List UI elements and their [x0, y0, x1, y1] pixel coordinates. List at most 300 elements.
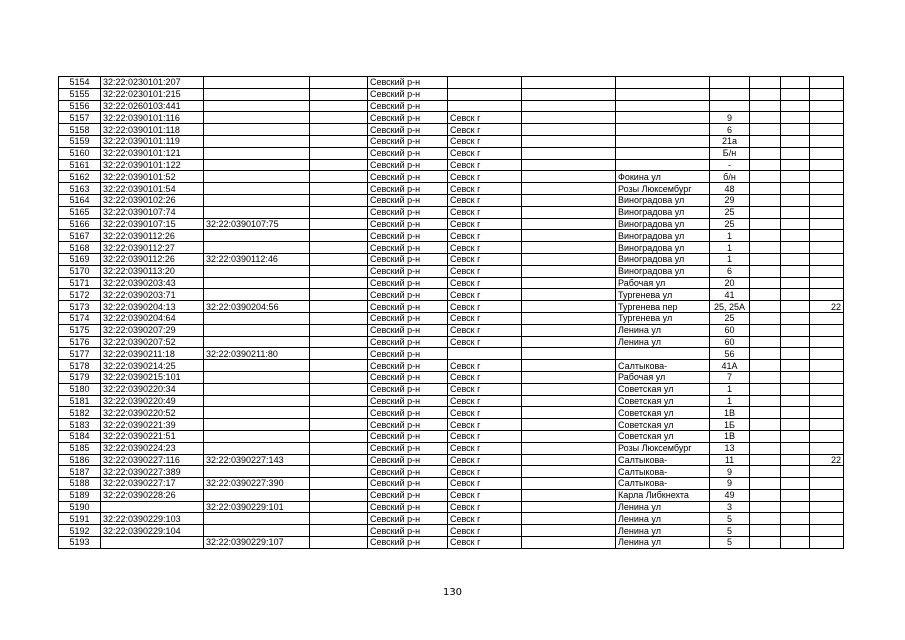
cell-house-number [710, 77, 750, 89]
cell-street [616, 88, 710, 100]
cell-blank-column-4 [781, 253, 810, 265]
cell-house-number: 6 [710, 265, 750, 277]
cell-district: Севский р-н [368, 360, 448, 372]
cell-locality: Севск г [448, 135, 522, 147]
cell-extra-value [810, 395, 844, 407]
cell-blank-column-4 [781, 301, 810, 313]
cell-blank-column-3 [750, 312, 781, 324]
cell-blank-column-3 [750, 135, 781, 147]
cell-blank-column [310, 100, 368, 112]
cell-blank-column-3 [750, 442, 781, 454]
cell-linked-cadastral-number [204, 324, 310, 336]
cell-locality: Севск г [448, 383, 522, 395]
cell-blank-column [310, 478, 368, 490]
cell-blank-column [310, 419, 368, 431]
cell-blank-column-4 [781, 537, 810, 549]
table-row [59, 147, 844, 159]
table-row [59, 88, 844, 100]
cell-blank-column [310, 407, 368, 419]
table-row [59, 277, 844, 289]
cell-blank-column [310, 253, 368, 265]
cell-cadastral-number: 32:22:0390227:389 [101, 466, 204, 478]
cell-linked-cadastral-number [204, 312, 310, 324]
cell-blank-column [310, 466, 368, 478]
cell-row-number: 5157 [59, 112, 101, 124]
cell-street: Советская ул [616, 430, 710, 442]
cell-linked-cadastral-number: 32:22:0390229:101 [204, 501, 310, 513]
cell-street: Виноградова ул [616, 230, 710, 242]
cell-district: Севский р-н [368, 124, 448, 136]
cell-cadastral-number: 32:22:0390207:52 [101, 336, 204, 348]
cell-house-number: 5 [710, 513, 750, 525]
cell-blank-column [310, 537, 368, 549]
cell-locality: Севск г [448, 525, 522, 537]
registry-table-body [59, 77, 844, 549]
cell-blank-column [310, 371, 368, 383]
cell-blank-column-3 [750, 147, 781, 159]
cell-house-number: 11 [710, 454, 750, 466]
cell-cadastral-number: 32:22:0390229:103 [101, 513, 204, 525]
cell-cadastral-number: 32:22:0390102:26 [101, 194, 204, 206]
cell-row-number: 5192 [59, 525, 101, 537]
cell-linked-cadastral-number: 32:22:0390227:390 [204, 478, 310, 490]
table-row [59, 312, 844, 324]
cell-row-number: 5174 [59, 312, 101, 324]
cell-blank-column-3 [750, 324, 781, 336]
cell-street: Тургенева ул [616, 312, 710, 324]
cell-district: Севский р-н [368, 194, 448, 206]
cell-row-number: 5160 [59, 147, 101, 159]
cell-extra-value [810, 265, 844, 277]
cell-row-number: 5156 [59, 100, 101, 112]
cell-district: Севский р-н [368, 324, 448, 336]
cell-house-number: б/н [710, 171, 750, 183]
cell-house-number: 9 [710, 112, 750, 124]
cell-extra-value [810, 419, 844, 431]
cell-blank-column-4 [781, 277, 810, 289]
cell-street [616, 112, 710, 124]
cell-linked-cadastral-number [204, 277, 310, 289]
cell-blank-column-2 [522, 537, 616, 549]
cell-house-number: 1 [710, 253, 750, 265]
cell-cadastral-number: 32:22:0390207:29 [101, 324, 204, 336]
cell-blank-column [310, 135, 368, 147]
cell-street: Советская ул [616, 407, 710, 419]
cell-locality: Севск г [448, 489, 522, 501]
cell-blank-column-4 [781, 289, 810, 301]
cell-district: Севский р-н [368, 442, 448, 454]
cell-linked-cadastral-number [204, 124, 310, 136]
cell-cadastral-number: 32:22:0390101:116 [101, 112, 204, 124]
cell-row-number: 5186 [59, 454, 101, 466]
cell-locality: Севск г [448, 312, 522, 324]
cell-blank-column-4 [781, 183, 810, 195]
cell-extra-value [810, 171, 844, 183]
cell-district: Севский р-н [368, 348, 448, 360]
cell-blank-column-3 [750, 277, 781, 289]
cell-extra-value [810, 537, 844, 549]
cell-locality [448, 77, 522, 89]
cell-house-number: 1Б [710, 419, 750, 431]
cell-extra-value [810, 360, 844, 372]
cell-house-number: 1В [710, 407, 750, 419]
cell-house-number: 56 [710, 348, 750, 360]
table-row [59, 124, 844, 136]
cell-row-number: 5185 [59, 442, 101, 454]
table-row [59, 513, 844, 525]
cell-house-number: 1 [710, 242, 750, 254]
cell-locality: Севск г [448, 289, 522, 301]
cell-blank-column-4 [781, 312, 810, 324]
cell-locality: Севск г [448, 419, 522, 431]
cell-blank-column [310, 289, 368, 301]
cell-blank-column-4 [781, 88, 810, 100]
cell-linked-cadastral-number [204, 88, 310, 100]
cell-blank-column-3 [750, 419, 781, 431]
cell-blank-column [310, 513, 368, 525]
cell-blank-column-4 [781, 513, 810, 525]
cell-street: Виноградова ул [616, 253, 710, 265]
cell-blank-column-2 [522, 419, 616, 431]
cell-blank-column-3 [750, 253, 781, 265]
cell-blank-column-3 [750, 183, 781, 195]
cell-locality: Севск г [448, 430, 522, 442]
cell-locality: Севск г [448, 371, 522, 383]
cell-locality: Севск г [448, 301, 522, 313]
cell-house-number: 48 [710, 183, 750, 195]
cell-blank-column [310, 218, 368, 230]
cell-cadastral-number: 32:22:0390112:26 [101, 253, 204, 265]
cell-blank-column-4 [781, 194, 810, 206]
cell-house-number: 9 [710, 478, 750, 490]
cell-blank-column [310, 88, 368, 100]
cell-street: Салтыкова- [616, 466, 710, 478]
cell-extra-value [810, 218, 844, 230]
cell-linked-cadastral-number [204, 147, 310, 159]
cell-row-number: 5182 [59, 407, 101, 419]
cell-linked-cadastral-number [204, 77, 310, 89]
cell-house-number: 41А [710, 360, 750, 372]
cell-extra-value [810, 147, 844, 159]
table-row [59, 112, 844, 124]
table-row [59, 348, 844, 360]
cell-blank-column-3 [750, 124, 781, 136]
cell-cadastral-number: 32:22:0390101:122 [101, 159, 204, 171]
cell-blank-column-4 [781, 171, 810, 183]
cell-blank-column-2 [522, 336, 616, 348]
cell-district: Севский р-н [368, 430, 448, 442]
cell-blank-column-3 [750, 513, 781, 525]
cell-locality: Севск г [448, 242, 522, 254]
cell-blank-column-3 [750, 159, 781, 171]
cell-extra-value [810, 124, 844, 136]
cell-district: Севский р-н [368, 419, 448, 431]
cell-blank-column-3 [750, 395, 781, 407]
cell-district: Севский р-н [368, 112, 448, 124]
cell-locality: Севск г [448, 206, 522, 218]
cell-row-number: 5193 [59, 537, 101, 549]
cell-blank-column-3 [750, 407, 781, 419]
cell-street: Салтыкова- [616, 360, 710, 372]
cell-street [616, 100, 710, 112]
table-row [59, 419, 844, 431]
cell-row-number: 5166 [59, 218, 101, 230]
cell-blank-column-3 [750, 218, 781, 230]
cell-blank-column [310, 277, 368, 289]
cell-blank-column-3 [750, 383, 781, 395]
cell-house-number: 21а [710, 135, 750, 147]
cell-street: Ленина ул [616, 336, 710, 348]
cell-extra-value [810, 206, 844, 218]
cell-extra-value [810, 312, 844, 324]
cell-street: Ленина ул [616, 501, 710, 513]
cell-district: Севский р-н [368, 454, 448, 466]
cell-linked-cadastral-number [204, 112, 310, 124]
cell-locality: Севск г [448, 124, 522, 136]
cell-linked-cadastral-number [204, 242, 310, 254]
cell-district: Севский р-н [368, 218, 448, 230]
cell-cadastral-number: 32:22:0390107:74 [101, 206, 204, 218]
cell-blank-column-2 [522, 501, 616, 513]
cell-house-number: 5 [710, 525, 750, 537]
cell-blank-column-4 [781, 100, 810, 112]
cell-street: Советская ул [616, 383, 710, 395]
cell-blank-column-2 [522, 183, 616, 195]
cell-cadastral-number: 32:22:0390211:18 [101, 348, 204, 360]
cell-extra-value [810, 183, 844, 195]
cell-street: Виноградова ул [616, 265, 710, 277]
cell-district: Севский р-н [368, 100, 448, 112]
cell-blank-column-3 [750, 478, 781, 490]
cell-street: Виноградова ул [616, 242, 710, 254]
cell-cadastral-number [101, 537, 204, 549]
cell-blank-column-3 [750, 289, 781, 301]
cell-cadastral-number: 32:22:0390221:39 [101, 419, 204, 431]
cell-house-number: 41 [710, 289, 750, 301]
table-row [59, 525, 844, 537]
cell-cadastral-number: 32:22:0390203:71 [101, 289, 204, 301]
table-row [59, 383, 844, 395]
cell-cadastral-number: 32:22:0390220:34 [101, 383, 204, 395]
cell-locality: Севск г [448, 265, 522, 277]
cell-row-number: 5177 [59, 348, 101, 360]
cell-blank-column [310, 124, 368, 136]
cell-street [616, 147, 710, 159]
cell-row-number: 5164 [59, 194, 101, 206]
cell-blank-column-3 [750, 489, 781, 501]
cell-row-number: 5175 [59, 324, 101, 336]
cell-cadastral-number: 32:22:0390113:20 [101, 265, 204, 277]
cell-extra-value [810, 112, 844, 124]
cell-blank-column-4 [781, 218, 810, 230]
table-row [59, 218, 844, 230]
cell-row-number: 5180 [59, 383, 101, 395]
table-row [59, 395, 844, 407]
cell-blank-column [310, 442, 368, 454]
cell-district: Севский р-н [368, 253, 448, 265]
cell-blank-column-2 [522, 430, 616, 442]
cell-row-number: 5165 [59, 206, 101, 218]
cell-house-number: 25 [710, 206, 750, 218]
cell-blank-column [310, 383, 368, 395]
cell-blank-column-3 [750, 100, 781, 112]
cell-blank-column-2 [522, 100, 616, 112]
cell-extra-value [810, 442, 844, 454]
cell-blank-column-2 [522, 159, 616, 171]
table-row [59, 230, 844, 242]
cell-linked-cadastral-number [204, 230, 310, 242]
cell-blank-column-3 [750, 501, 781, 513]
cell-blank-column-2 [522, 454, 616, 466]
cell-blank-column-4 [781, 159, 810, 171]
cell-district: Севский р-н [368, 537, 448, 549]
cell-locality: Севск г [448, 442, 522, 454]
cell-cadastral-number: 32:22:0260103:441 [101, 100, 204, 112]
cell-blank-column-4 [781, 466, 810, 478]
cell-row-number: 5183 [59, 419, 101, 431]
cell-row-number: 5172 [59, 289, 101, 301]
cell-blank-column-2 [522, 360, 616, 372]
cell-row-number: 5176 [59, 336, 101, 348]
cell-district: Севский р-н [368, 466, 448, 478]
cell-blank-column-2 [522, 324, 616, 336]
cell-blank-column-3 [750, 88, 781, 100]
cell-row-number: 5173 [59, 301, 101, 313]
table-row [59, 242, 844, 254]
cell-street: Ленина ул [616, 537, 710, 549]
table-row [59, 537, 844, 549]
cell-blank-column-2 [522, 124, 616, 136]
cell-blank-column-2 [522, 112, 616, 124]
cell-linked-cadastral-number [204, 289, 310, 301]
cell-street: Виноградова ул [616, 206, 710, 218]
cell-cadastral-number: 32:22:0390204:13 [101, 301, 204, 313]
cell-street: Салтыкова- [616, 478, 710, 490]
cell-district: Севский р-н [368, 336, 448, 348]
table-row [59, 324, 844, 336]
cell-extra-value [810, 466, 844, 478]
cell-district: Севский р-н [368, 242, 448, 254]
cell-street: Тургенева ул [616, 289, 710, 301]
cell-locality: Севск г [448, 230, 522, 242]
cell-blank-column-3 [750, 525, 781, 537]
cell-locality: Севск г [448, 466, 522, 478]
table-row [59, 336, 844, 348]
cell-blank-column-2 [522, 312, 616, 324]
cell-extra-value [810, 324, 844, 336]
cell-blank-column [310, 312, 368, 324]
cell-locality: Севск г [448, 407, 522, 419]
cell-house-number: 6 [710, 124, 750, 136]
cell-blank-column [310, 301, 368, 313]
cell-extra-value: 22 [810, 454, 844, 466]
cell-street: Тургенева пер [616, 301, 710, 313]
cell-cadastral-number: 32:22:0390101:118 [101, 124, 204, 136]
cell-blank-column [310, 336, 368, 348]
cell-locality: Севск г [448, 537, 522, 549]
cell-district: Севский р-н [368, 371, 448, 383]
cell-district: Севский р-н [368, 501, 448, 513]
cell-blank-column-2 [522, 371, 616, 383]
cell-extra-value [810, 478, 844, 490]
cell-linked-cadastral-number [204, 206, 310, 218]
cell-linked-cadastral-number [204, 395, 310, 407]
cell-blank-column-2 [522, 147, 616, 159]
cell-row-number: 5191 [59, 513, 101, 525]
cell-locality: Севск г [448, 478, 522, 490]
cell-district: Севский р-н [368, 407, 448, 419]
table-row [59, 171, 844, 183]
cell-house-number: 49 [710, 489, 750, 501]
cell-house-number: 9 [710, 466, 750, 478]
table-row [59, 159, 844, 171]
cell-blank-column-3 [750, 265, 781, 277]
cell-blank-column-2 [522, 525, 616, 537]
cell-cadastral-number: 32:22:0390101:119 [101, 135, 204, 147]
cell-row-number: 5188 [59, 478, 101, 490]
cell-blank-column-4 [781, 147, 810, 159]
cell-district: Севский р-н [368, 289, 448, 301]
cell-blank-column-4 [781, 525, 810, 537]
cell-house-number: 1В [710, 430, 750, 442]
cell-linked-cadastral-number [204, 371, 310, 383]
cell-house-number: 1 [710, 230, 750, 242]
cell-blank-column-2 [522, 77, 616, 89]
cell-linked-cadastral-number [204, 360, 310, 372]
cell-blank-column [310, 194, 368, 206]
cell-locality: Севск г [448, 277, 522, 289]
cell-cadastral-number: 32:22:0390227:17 [101, 478, 204, 490]
cell-blank-column-2 [522, 513, 616, 525]
cell-row-number: 5189 [59, 489, 101, 501]
cell-blank-column-2 [522, 301, 616, 313]
cell-row-number: 5181 [59, 395, 101, 407]
table-row [59, 478, 844, 490]
cell-linked-cadastral-number [204, 100, 310, 112]
cell-cadastral-number: 32:22:0390204:64 [101, 312, 204, 324]
cell-locality: Севск г [448, 336, 522, 348]
cell-blank-column-2 [522, 383, 616, 395]
table-row [59, 371, 844, 383]
cell-locality: Севск г [448, 218, 522, 230]
cell-row-number: 5158 [59, 124, 101, 136]
cell-cadastral-number [101, 501, 204, 513]
cell-linked-cadastral-number: 32:22:0390112:46 [204, 253, 310, 265]
cell-blank-column-3 [750, 171, 781, 183]
cell-locality [448, 100, 522, 112]
table-row [59, 265, 844, 277]
cell-locality: Севск г [448, 171, 522, 183]
cell-blank-column [310, 454, 368, 466]
cell-locality [448, 88, 522, 100]
cell-cadastral-number: 32:22:0390221:51 [101, 430, 204, 442]
table-row [59, 194, 844, 206]
cell-blank-column-2 [522, 194, 616, 206]
cell-linked-cadastral-number [204, 135, 310, 147]
table-row [59, 289, 844, 301]
cell-linked-cadastral-number [204, 336, 310, 348]
cell-blank-column [310, 501, 368, 513]
cell-extra-value [810, 489, 844, 501]
cell-row-number: 5179 [59, 371, 101, 383]
cell-house-number: 29 [710, 194, 750, 206]
cell-blank-column-4 [781, 112, 810, 124]
cell-linked-cadastral-number [204, 407, 310, 419]
cell-blank-column-4 [781, 324, 810, 336]
cell-blank-column-4 [781, 430, 810, 442]
cell-blank-column-3 [750, 537, 781, 549]
cell-linked-cadastral-number [204, 525, 310, 537]
